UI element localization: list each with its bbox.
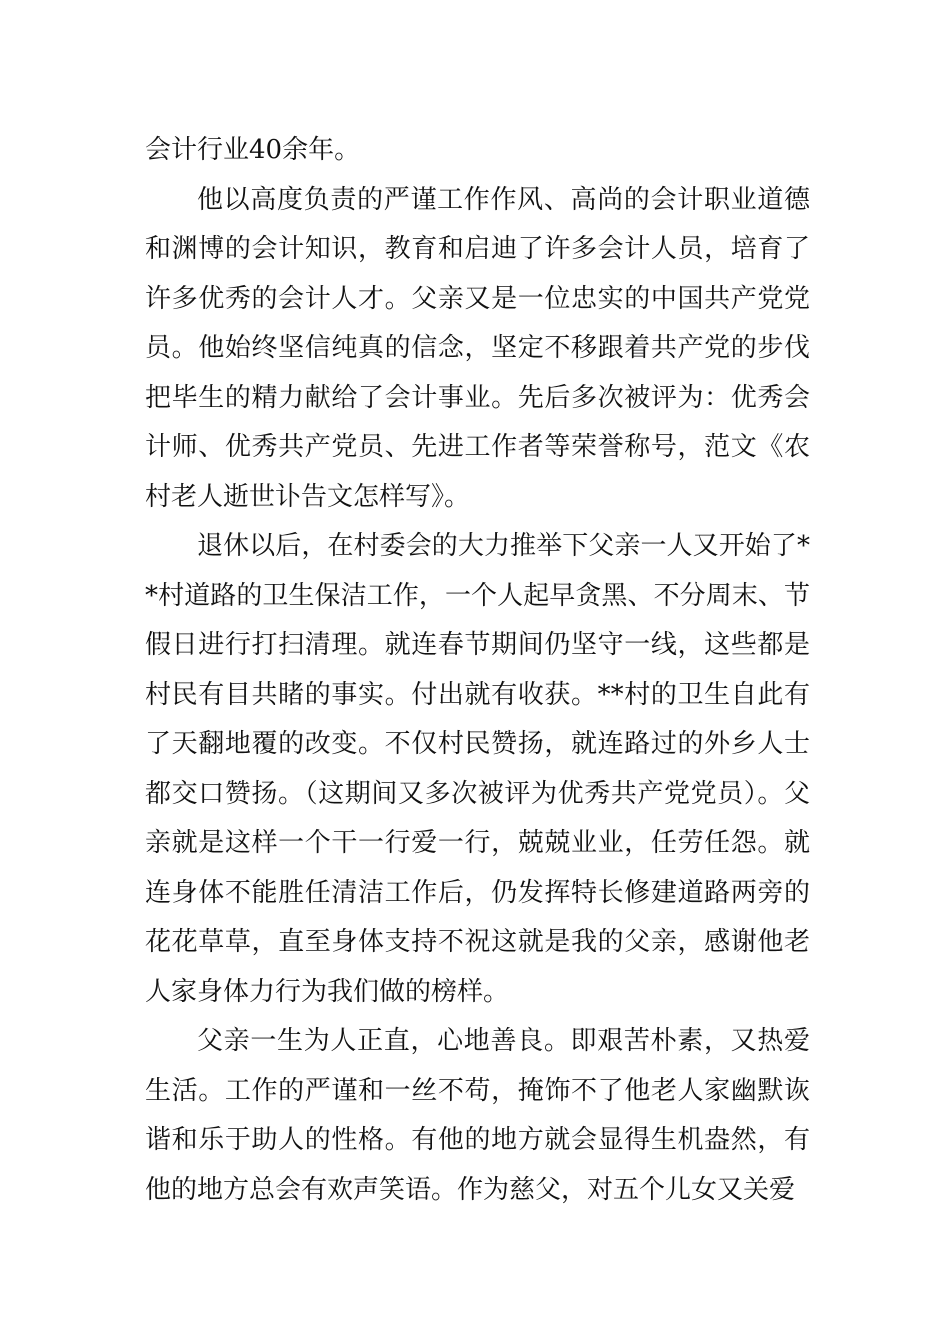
paragraph-3: 退休以后，在村委会的大力推举下父亲一人又开始了**村道路的卫生保洁工作，一个人起早贪黑、不分周末、节假日进行打扫清理。就连春节期间仍坚守一线，这些都是村民有目共睹的事实。付出就有收获。**村的卫生自此有了天翻地覆的改变。不仅村民赞扬，就连路过的外乡人士都交口赞扬。（这期间又多次被评为优秀共产党党员）。父亲就是这样一个干一行爱一行，兢兢业业，任劳任怨。就连身体不能胜任清洁工作后，仍发挥特长修建道路两旁的花花草草，直至身体支持不祝这就是我的父亲，感谢他老人家身体力行为我们做的榜样。 — [145, 531, 810, 1007]
paragraph-1: 会计行业40余年。 — [145, 135, 361, 165]
paragraph-4: 父亲一生为人正直，心地善良。即艰苦朴素，又热爱生活。工作的严谨和一丝不苟，掩饰不了他老人家幽默诙谐和乐于助人的性格。有他的地方就会显得生机盎然，有他的地方总会有欢声笑语。作为慈父，对五个儿女又关爱 — [145, 1026, 810, 1205]
paragraph-2: 他以高度负责的严谨工作作风、高尚的会计职业道德和渊博的会计知识，教育和启迪了许多会计人员，培育了许多优秀的会计人才。父亲又是一位忠实的中国共产党党员。他始终坚信纯真的信念，坚定不移跟着共产党的步伐把毕生的精力献给了会计事业。先后多次被评为：优秀会计师、优秀共产党员、先进工作者等荣誉称号，范文《农村老人逝世讣告文怎样写》。 — [145, 184, 810, 512]
document-body — [145, 126, 810, 1215]
